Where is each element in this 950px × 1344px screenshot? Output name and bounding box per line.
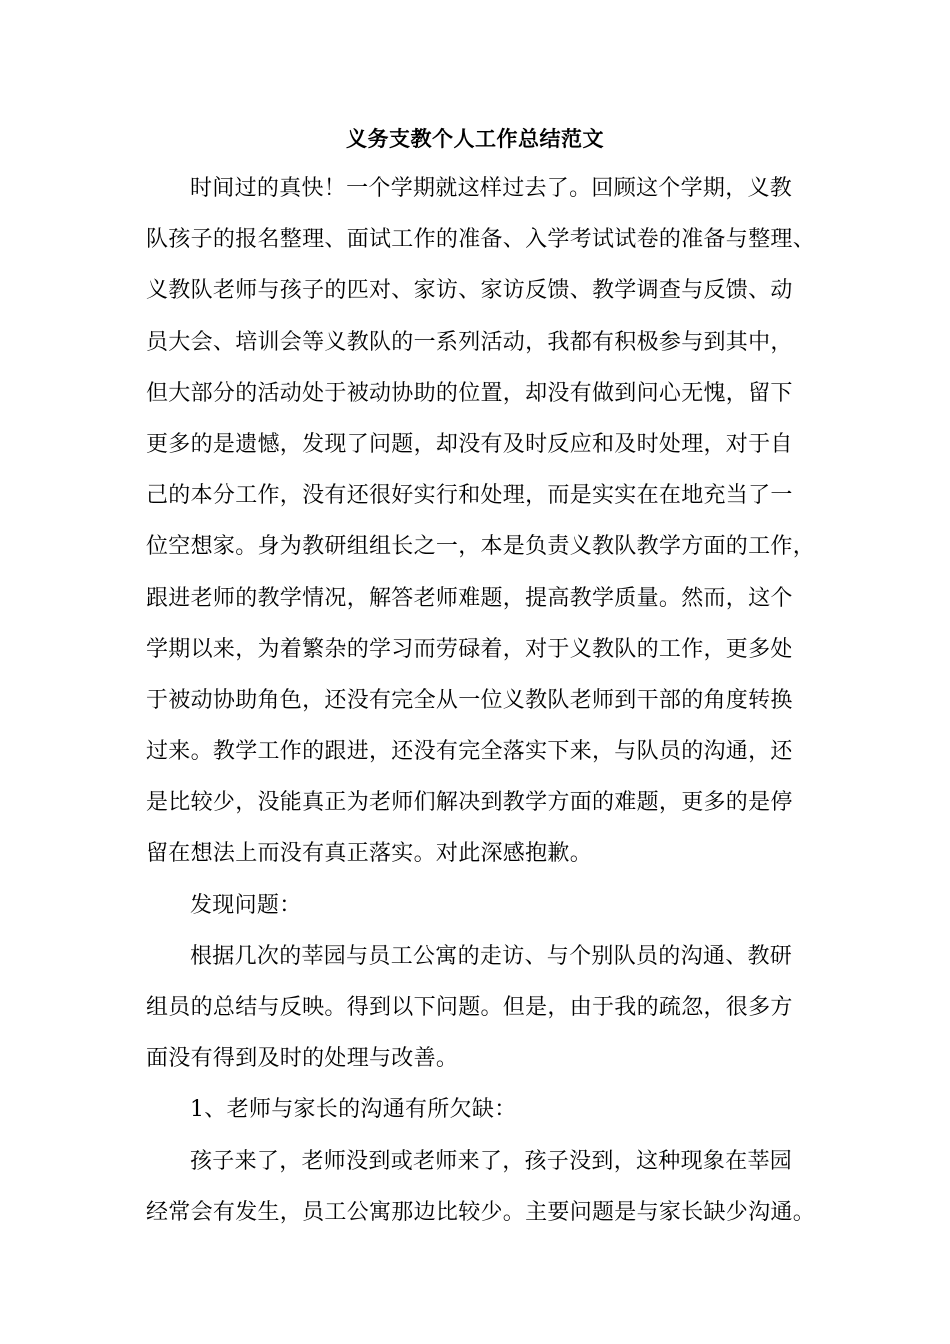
paragraph-line: 队孩子的报名整理、面试工作的准备、入学考试试卷的准备与整理、 <box>146 227 816 253</box>
paragraph-line: 己的本分工作，没有还很好实行和处理，而是实实在在地充当了一 <box>146 483 793 509</box>
numbered-heading: 1、老师与家长的沟通有所欠缺： <box>190 1097 517 1123</box>
paragraph-line: 留在想法上而没有真正落实。对此深感抱歉。 <box>146 841 593 867</box>
paragraph-line: 面没有得到及时的处理与改善。 <box>146 1046 459 1072</box>
paragraph-line: 但大部分的活动处于被动协助的位置，却没有做到问心无愧，留下 <box>146 380 793 406</box>
paragraph-line: 是比较少，没能真正为老师们解决到教学方面的难题，更多的是停 <box>146 790 793 816</box>
document-body <box>146 171 826 1246</box>
paragraph-line: 于被动协助角色，还没有完全从一位义教队老师到干部的角度转换 <box>146 687 793 713</box>
paragraph-line: 员大会、培训会等义教队的一系列活动，我都有积极参与到其中， <box>146 329 793 355</box>
paragraph-line: 时间过的真快！一个学期就这样过去了。回顾这个学期，义教 <box>190 176 793 201</box>
paragraph-line: 组员的总结与反映。得到以下问题。但是，由于我的疏忽，很多方 <box>146 995 793 1020</box>
paragraph-line: 跟进老师的教学情况，解答老师难题，提高教学质量。然而，这个 <box>146 585 793 611</box>
paragraph-line: 义教队老师与孩子的匹对、家访、家访反馈、教学调查与反馈、动 <box>146 278 793 304</box>
paragraph-line: 孩子来了，老师没到或老师来了，孩子没到，这种现象在莘园 <box>190 1148 793 1174</box>
paragraph-line: 过来。教学工作的跟进，还没有完全落实下来，与队员的沟通，还 <box>146 739 793 765</box>
paragraph-line: 经常会有发生，员工公寓那边比较少。主要问题是与家长缺少沟通。 <box>146 1199 816 1225</box>
paragraph-line: 根据几次的莘园与员工公寓的走访、与个别队员的沟通、教研 <box>190 943 793 969</box>
paragraph-line: 位空想家。身为教研组组长之一，本是负责义教队教学方面的工作， <box>146 534 816 560</box>
section-heading: 发现问题： <box>190 892 302 918</box>
paragraph-line: 更多的是遗憾，发现了问题，却没有及时反应和及时处理，对于自 <box>146 431 793 457</box>
document-title: 义务支教个人工作总结范文 <box>346 126 604 151</box>
paragraph-line: 学期以来，为着繁杂的学习而劳碌着，对于义教队的工作，更多处 <box>146 636 793 662</box>
